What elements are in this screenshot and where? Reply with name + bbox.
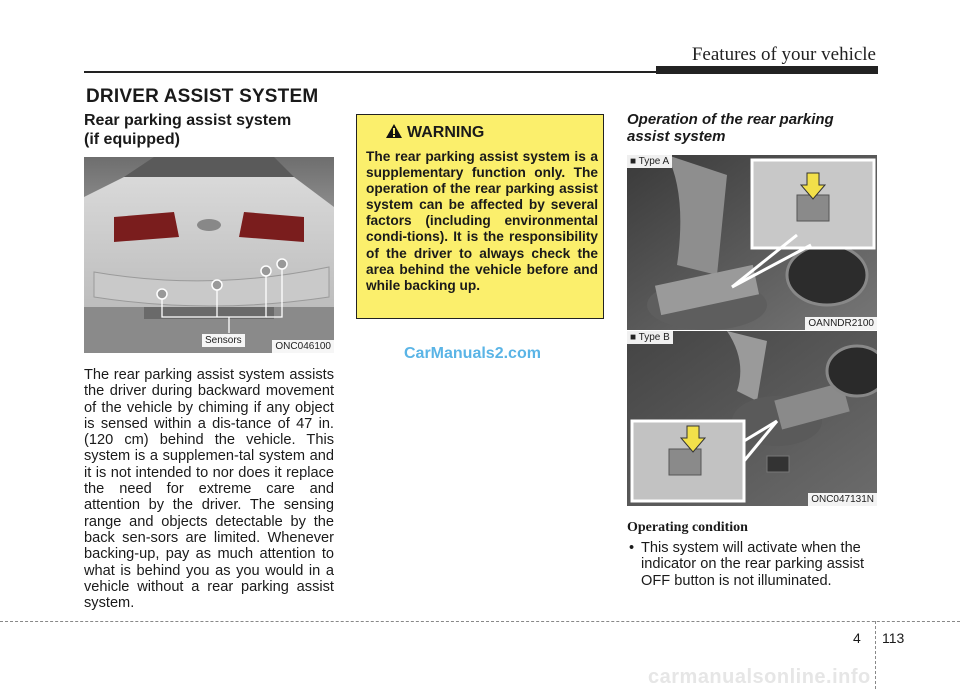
header-title: Features of your vehicle	[691, 44, 876, 65]
rear-parking-body: The rear parking assist system assists the driver during backward movement of the vehicle by chiming if any object is sensed within a dis-tance of 47 in. (120 cm) behind the vehicle. This system is a supplemen-tal system and it is not intended to nor does it replace the need for extreme care and attention by the driver. The sensing range and objects detectable by the back sen-sors are limited. Whenever backing-up, pay as much attention to what is behind you as you would in a vehicle without a rear parking assist system.	[84, 367, 334, 612]
watermark: CarManuals2.com	[404, 345, 541, 362]
operation-heading	[627, 111, 877, 145]
bullet-text: This system will activate when the indicator on the rear parking assist OFF button is not illuminated.	[641, 540, 865, 589]
warning-text: The rear parking assist system is a supplementary function only. The operation of the rear parking assist system can be affected by several factors (including environmental condi-tions). It is the responsibility of the driver to always check the area behind the vehicle before and while backing up.	[366, 149, 598, 293]
type-a-label: ■ Type A	[627, 155, 672, 168]
warning-triangle-icon	[385, 123, 403, 144]
site-watermark: carmanualsonline.info	[648, 666, 871, 688]
type-a-photo	[627, 155, 877, 330]
rear-parking-heading-line2: (if equipped)	[84, 131, 180, 148]
rear-parking-heading	[84, 111, 334, 149]
figure-code-onc047131n: ONC047131N	[808, 493, 877, 506]
figure-code-oanndr2100: OANNDR2100	[805, 317, 877, 330]
footer-vertical-rule	[875, 621, 876, 689]
sensors-label: Sensors	[202, 334, 245, 347]
page-number: 113	[882, 630, 905, 646]
type-b-label: ■ Type B	[627, 331, 673, 344]
warning-title: WARNING	[407, 124, 485, 141]
warning-box	[356, 114, 604, 319]
rear-parking-heading-line1: Rear parking assist system	[84, 112, 292, 129]
bullet-dot: •	[629, 540, 635, 556]
rear-bumper-photo	[84, 157, 334, 353]
figure-code-onc046100: ONC046100	[272, 340, 334, 353]
operation-heading-line2: assist system	[627, 128, 726, 145]
type-b-photo	[627, 331, 877, 506]
operating-condition-bullet	[627, 540, 879, 589]
chapter-number: 4	[853, 630, 861, 646]
footer-dashed-rule	[0, 621, 960, 622]
header-rule-thick	[656, 66, 878, 74]
header-rule-thin	[84, 71, 724, 73]
operating-condition-heading: Operating condition	[627, 520, 748, 535]
section-title: DRIVER ASSIST SYSTEM	[86, 86, 319, 107]
operation-heading-line1: Operation of the rear parking	[627, 111, 834, 128]
